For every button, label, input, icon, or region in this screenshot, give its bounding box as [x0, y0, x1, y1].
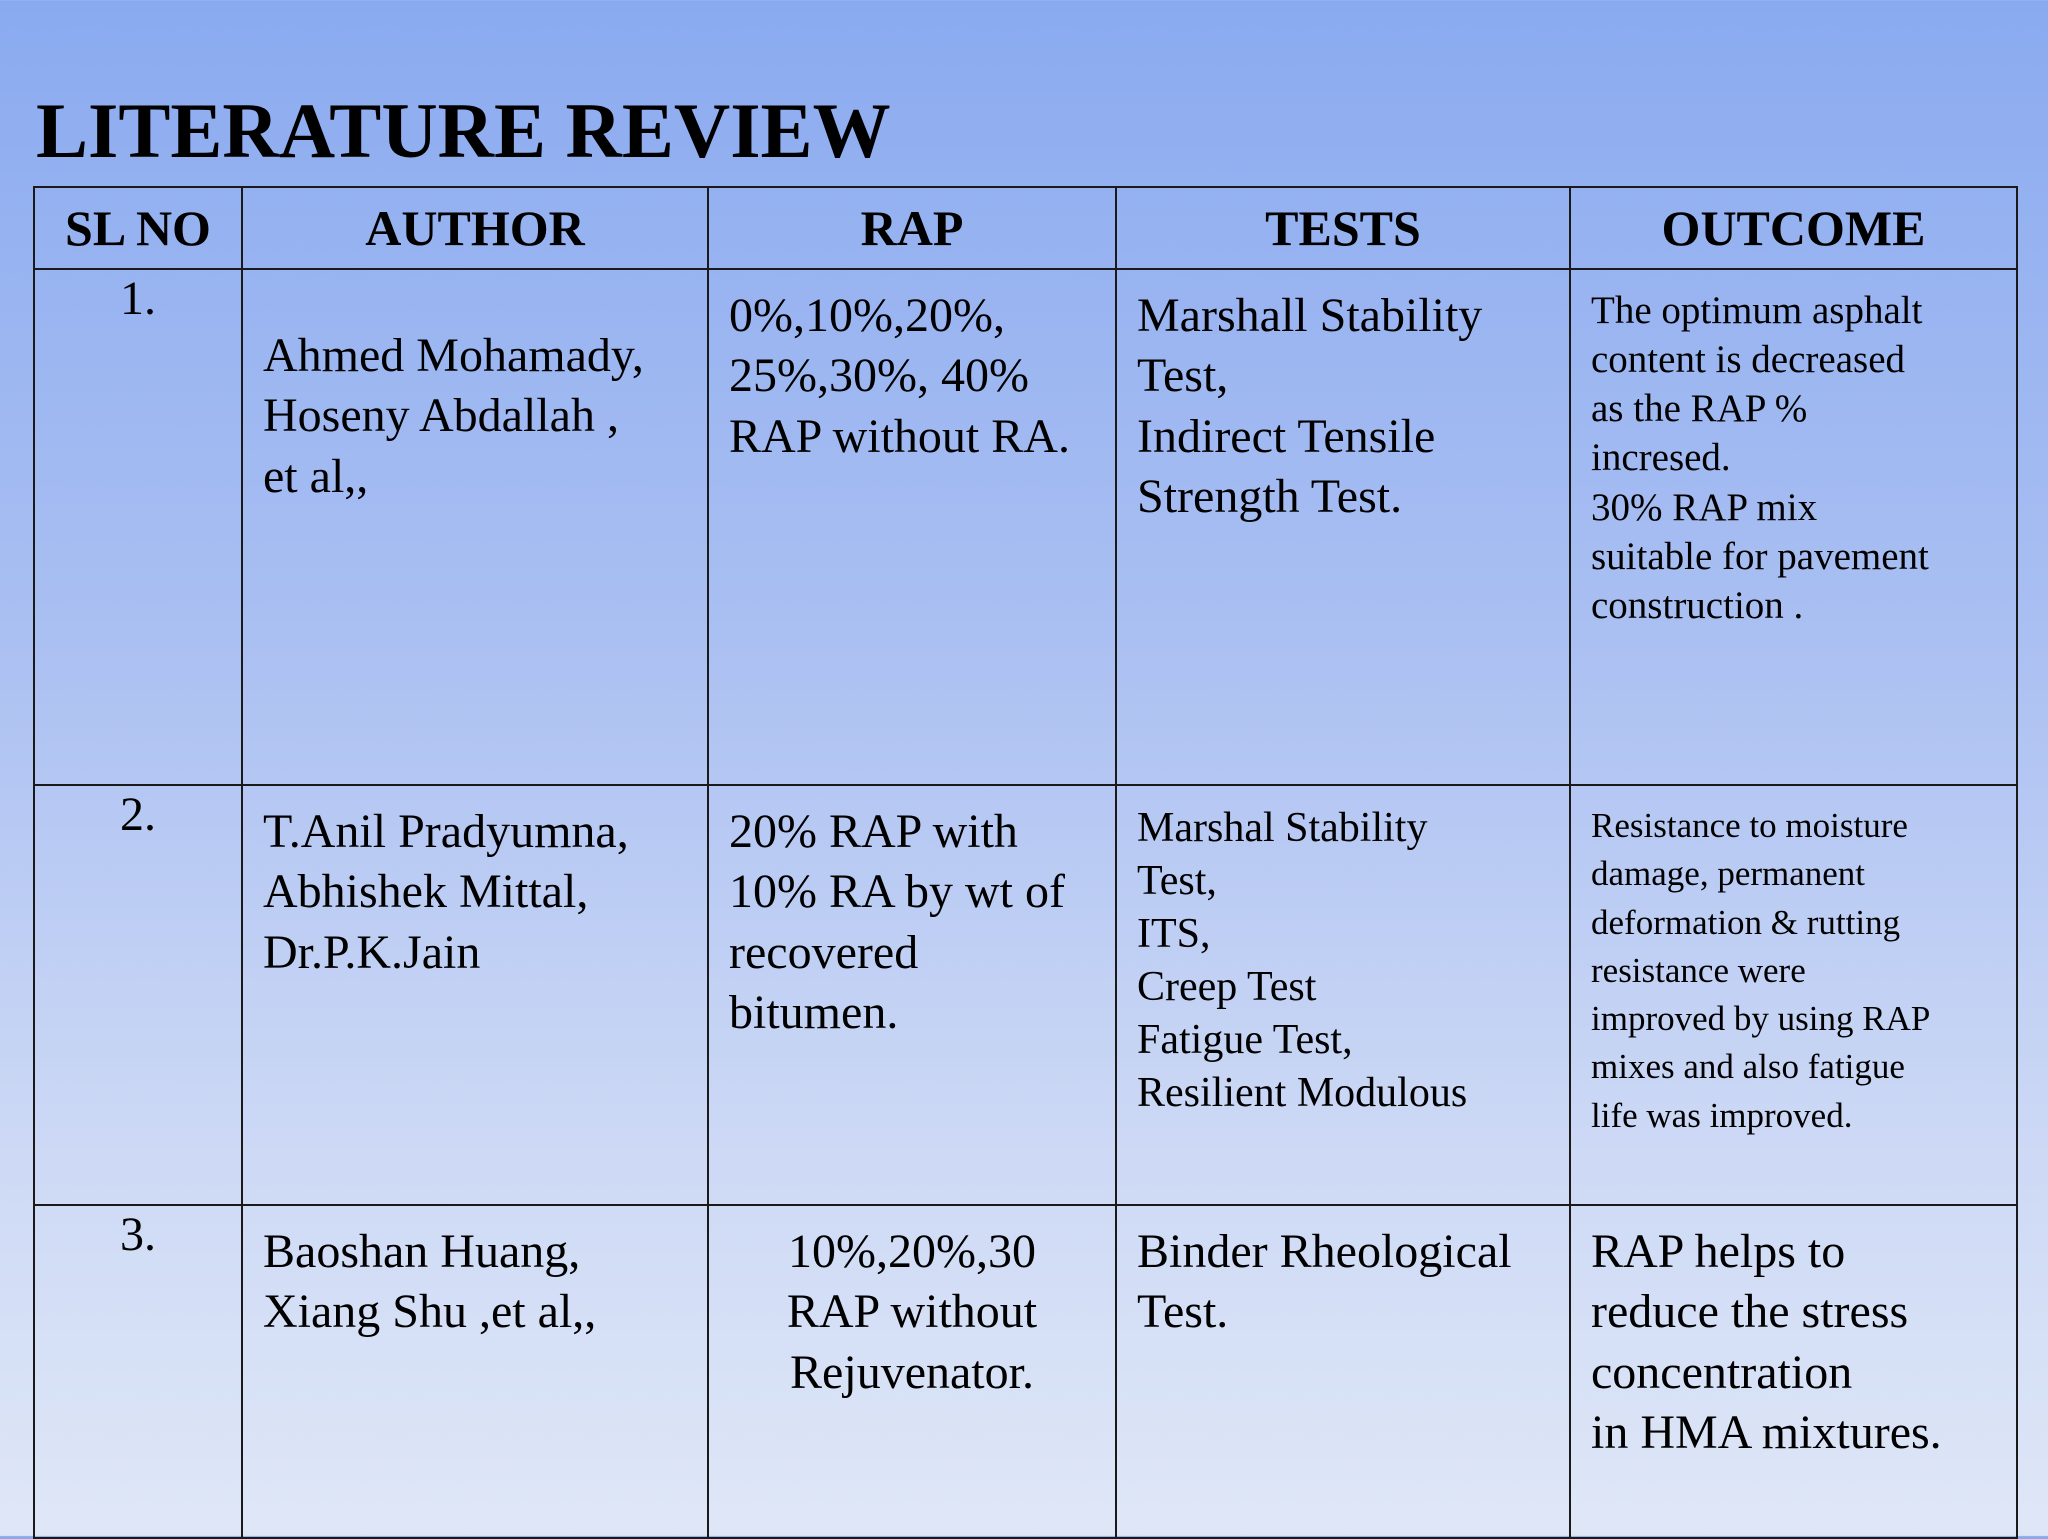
table-header-row: [34, 187, 2017, 269]
header-tests: TESTS: [1116, 187, 1570, 269]
slide-title: LITERATURE REVIEW: [36, 87, 891, 174]
header-rap: RAP: [708, 187, 1116, 269]
table-row: [34, 269, 2017, 785]
outcome-cell: RAP helps to reduce the stress concentration in HMA mixtures.: [1570, 1205, 2017, 1538]
rap-cell: 20% RAP with 10% RA by wt of recovered bitumen.: [708, 785, 1116, 1205]
header-author: AUTHOR: [242, 187, 708, 269]
table-row: [34, 1205, 2017, 1538]
rap-cell: 10%,20%,30 RAP without Rejuvenator.: [708, 1205, 1116, 1538]
tests-cell: Marshall Stability Test, Indirect Tensile Strength Test.: [1116, 269, 1570, 785]
outcome-cell: Resistance to moisture damage, permanent deformation & rutting resistance were improved by using RAP mixes and also fatigue life was improved.: [1570, 785, 2017, 1205]
sl-no-cell: 2.: [34, 785, 242, 1205]
author-cell: T.Anil Pradyumna, Abhishek Mittal, Dr.P.K.Jain: [242, 785, 708, 1205]
sl-no-cell: 3.: [34, 1205, 242, 1538]
author-cell: Baoshan Huang, Xiang Shu ,et al,,: [242, 1205, 708, 1538]
outcome-cell: The optimum asphalt content is decreased as the RAP % incresed. 30% RAP mix suitable for pavement construction .: [1570, 269, 2017, 785]
author-cell: Ahmed Mohamady, Hoseny Abdallah , et al,,: [242, 269, 708, 785]
header-outcome: OUTCOME: [1570, 187, 2017, 269]
tests-cell: Binder Rheological Test.: [1116, 1205, 1570, 1538]
sl-no-cell: 1.: [34, 269, 242, 785]
header-sl-no: SL NO: [34, 187, 242, 269]
table-row: [34, 785, 2017, 1205]
literature-review-table: [33, 186, 2018, 1539]
tests-cell: Marshal Stability Test, ITS, Creep Test Fatigue Test, Resilient Modulous: [1116, 785, 1570, 1205]
rap-cell: 0%,10%,20%, 25%,30%, 40% RAP without RA.: [708, 269, 1116, 785]
